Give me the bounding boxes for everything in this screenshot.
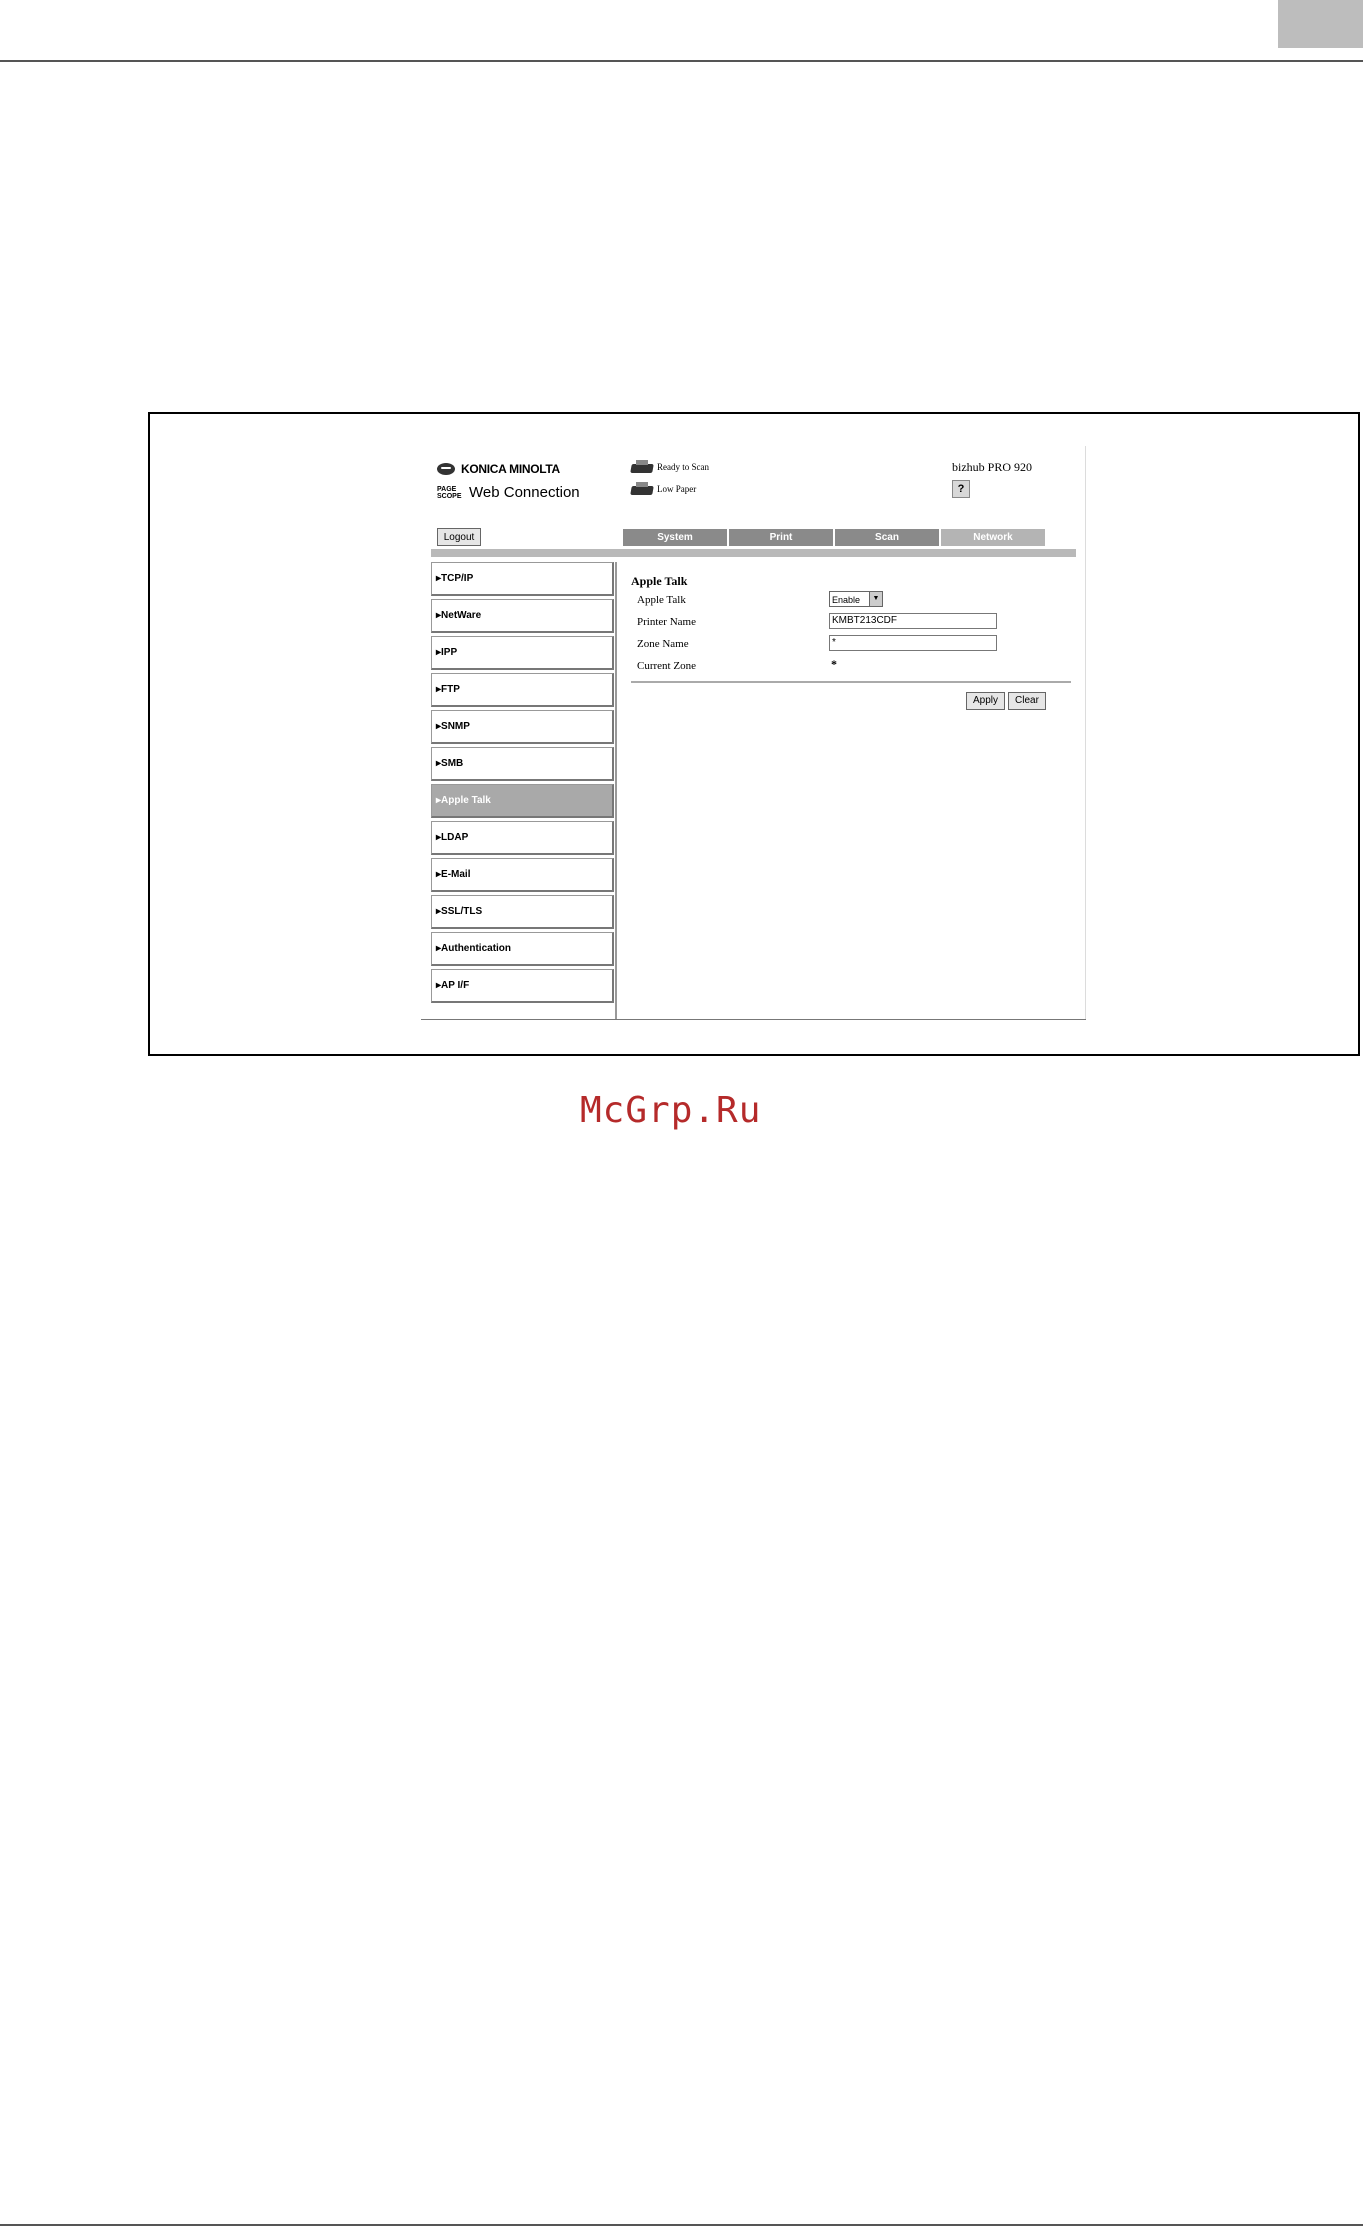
logout-button[interactable]: Logout bbox=[437, 528, 481, 546]
tab-print[interactable]: Print bbox=[729, 529, 833, 546]
form-row-current-zone bbox=[631, 657, 1071, 679]
status-text: Ready to Scan bbox=[657, 462, 709, 472]
sidebar-item-smb[interactable]: ▸SMB bbox=[431, 747, 614, 781]
sidebar-divider bbox=[615, 562, 617, 1020]
main-tabs bbox=[623, 529, 1045, 546]
form-divider bbox=[631, 681, 1071, 683]
field-label: Current Zone bbox=[637, 660, 696, 672]
printer-icon bbox=[631, 482, 653, 496]
status-text: Low Paper bbox=[657, 484, 697, 494]
sidebar-item-label: SNMP bbox=[441, 721, 470, 732]
field-label: Apple Talk bbox=[637, 594, 686, 606]
sidebar-item-label: AP I/F bbox=[441, 980, 470, 991]
sidebar-item-ldap[interactable]: ▸LDAP bbox=[431, 821, 614, 855]
sidebar-item-label: Apple Talk bbox=[441, 795, 491, 806]
watermark-text: McGrp.Ru bbox=[580, 1090, 762, 1131]
brand-name: KONICA MINOLTA bbox=[461, 462, 560, 476]
printer-name-input[interactable]: KMBT213CDF bbox=[829, 613, 997, 629]
sidebar-item-label: E-Mail bbox=[441, 869, 471, 880]
status-ready bbox=[631, 460, 709, 474]
form-row-zone-name bbox=[631, 635, 1071, 657]
sidebar-item-api-if[interactable]: ▸AP I/F bbox=[431, 969, 614, 1003]
sidebar-item-tcpip[interactable]: ▸TCP/IP bbox=[431, 562, 614, 596]
field-label: Printer Name bbox=[637, 616, 696, 628]
zone-name-input[interactable]: * bbox=[829, 635, 997, 651]
sidebar-item-label: SMB bbox=[441, 758, 464, 769]
sidebar bbox=[431, 562, 614, 1006]
printer-icon bbox=[631, 460, 653, 474]
screenshot-edge bbox=[1085, 446, 1086, 1020]
header-rule bbox=[0, 60, 1363, 62]
tab-system[interactable]: System bbox=[623, 529, 727, 546]
sidebar-item-label: SSL/TLS bbox=[441, 906, 483, 917]
sidebar-item-label: IPP bbox=[441, 647, 458, 658]
section-title: Apple Talk bbox=[631, 574, 688, 588]
tab-network[interactable]: Network bbox=[941, 529, 1045, 546]
apple-talk-select[interactable] bbox=[829, 591, 883, 607]
sidebar-item-label: FTP bbox=[441, 684, 460, 695]
sidebar-item-netware[interactable]: ▸NetWare bbox=[431, 599, 614, 633]
pagescope-mark: PAGE SCOPE bbox=[437, 485, 462, 500]
select-value: Enable bbox=[832, 595, 861, 605]
sidebar-item-email[interactable]: ▸E-Mail bbox=[431, 858, 614, 892]
brand-logo bbox=[437, 462, 560, 476]
footer-rule bbox=[0, 2224, 1363, 2226]
sidebar-item-label: NetWare bbox=[441, 610, 482, 621]
sidebar-item-ssl-tls[interactable]: ▸SSL/TLS bbox=[431, 895, 614, 929]
sidebar-item-ipp[interactable]: ▸IPP bbox=[431, 636, 614, 670]
sidebar-item-apple-talk[interactable]: ▸Apple Talk bbox=[431, 784, 614, 818]
sidebar-item-label: LDAP bbox=[441, 832, 469, 843]
sidebar-item-snmp[interactable]: ▸SNMP bbox=[431, 710, 614, 744]
page-corner-tab bbox=[1278, 0, 1363, 48]
web-connection-screenshot bbox=[421, 446, 1086, 1020]
form-row-apple-talk bbox=[631, 591, 1071, 613]
chevron-down-icon[interactable]: ▼ bbox=[869, 592, 882, 606]
form-actions bbox=[966, 692, 1046, 710]
tab-scan[interactable]: Scan bbox=[835, 529, 939, 546]
screenshot-bottom-edge bbox=[421, 1019, 1086, 1020]
device-model: bizhub PRO 920 bbox=[952, 460, 1033, 474]
sidebar-item-ftp[interactable]: ▸FTP bbox=[431, 673, 614, 707]
globe-icon bbox=[437, 463, 455, 475]
product-title bbox=[437, 484, 580, 501]
current-zone-value: * bbox=[831, 657, 837, 671]
help-icon[interactable]: ? bbox=[952, 480, 970, 498]
field-label: Zone Name bbox=[637, 638, 689, 650]
apply-button[interactable]: Apply bbox=[966, 692, 1005, 710]
sidebar-item-label: TCP/IP bbox=[441, 573, 474, 584]
sidebar-item-label: Authentication bbox=[441, 943, 512, 954]
apple-talk-form bbox=[631, 574, 1071, 679]
sidebar-item-authentication[interactable]: ▸Authentication bbox=[431, 932, 614, 966]
tab-underline-band bbox=[431, 549, 1076, 557]
clear-button[interactable]: Clear bbox=[1008, 692, 1046, 710]
product-name: Web Connection bbox=[469, 484, 580, 501]
form-row-printer-name bbox=[631, 613, 1071, 635]
status-paper bbox=[631, 482, 696, 496]
